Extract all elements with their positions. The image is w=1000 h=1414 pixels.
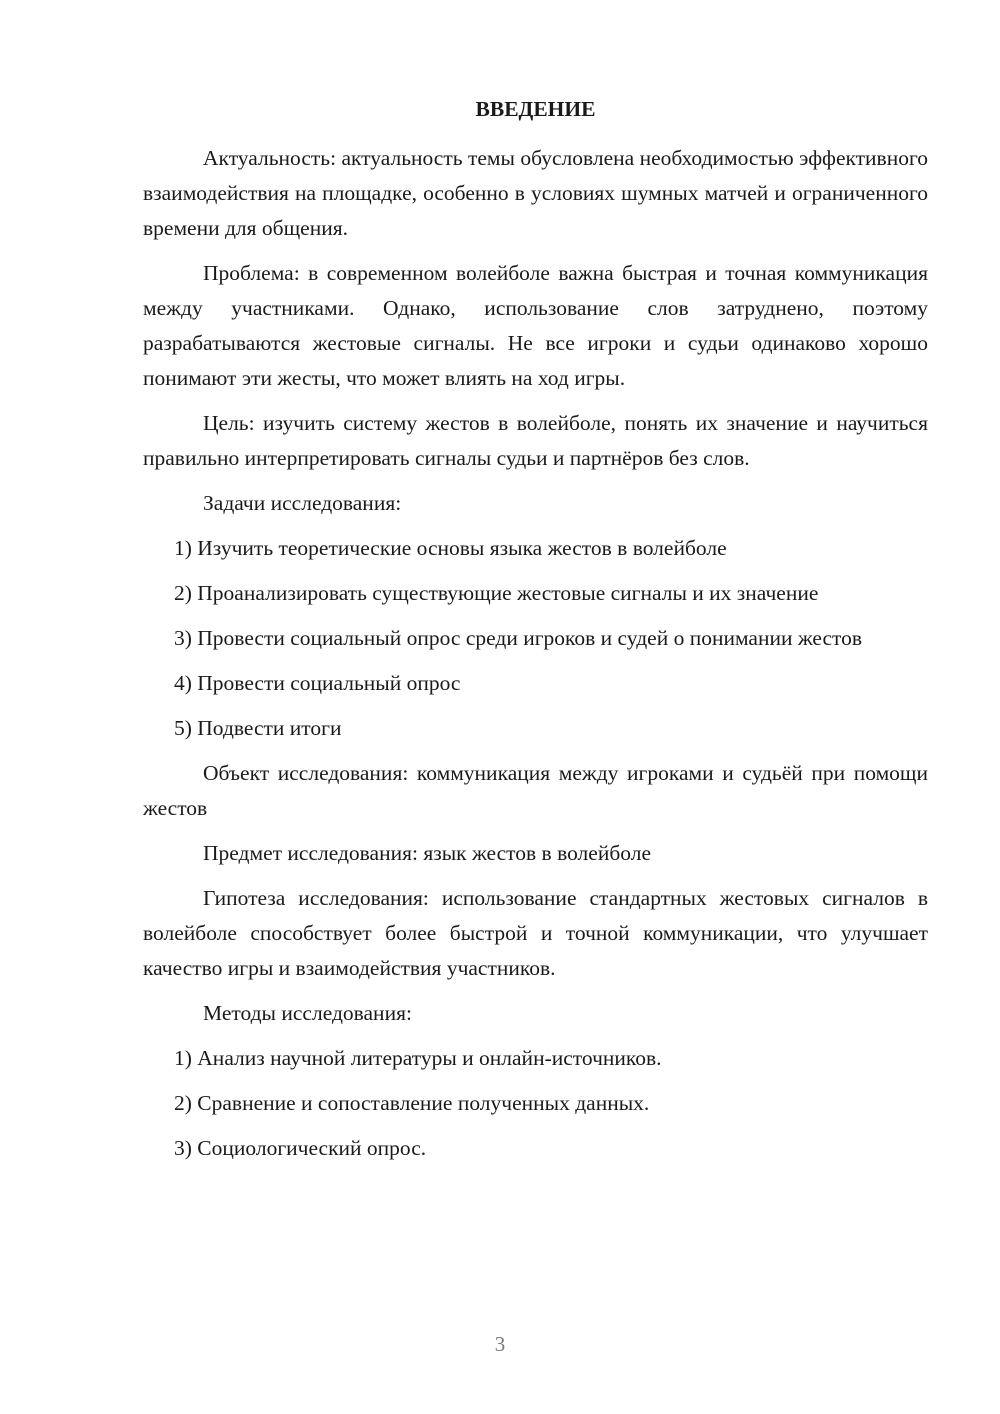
- problem-paragraph: Проблема: в современном волейболе важна быстрая и точная коммуникация между участниками. Однако, использование слов затруднено, поэтому разрабатываются жестовые сигналы. Не все игроки и судьи одинаково хорошо понимают эти жесты, что может влиять на ход игры.: [143, 261, 928, 390]
- object-paragraph: Объект исследования: коммуникация между игроками и судьёй при помощи жестов: [143, 761, 928, 820]
- subject-paragraph: Предмет исследования: язык жестов в волейболе: [203, 841, 652, 865]
- methods-heading: Методы исследования:: [203, 1001, 412, 1025]
- task-item: 5) Подвести итоги: [174, 716, 342, 740]
- task-item: 1) Изучить теоретические основы языка жестов в волейболе: [174, 536, 727, 560]
- tasks-heading: Задачи исследования:: [203, 491, 402, 515]
- task-item: 4) Провести социальный опрос: [174, 671, 461, 695]
- method-item: 2) Сравнение и сопоставление полученных данных.: [174, 1091, 650, 1115]
- method-item: 1) Анализ научной литературы и онлайн-источников.: [174, 1046, 662, 1070]
- page-number: 3: [494, 1332, 506, 1356]
- task-item: 3) Провести социальный опрос среди игроков и судей о понимании жестов: [174, 626, 863, 650]
- task-item: 2) Проанализировать существующие жестовые сигналы и их значение: [174, 581, 819, 605]
- goal-paragraph: Цель: изучить систему жестов в волейболе, понять их значение и научиться правильно интерпретировать сигналы судьи и партнёров без слов.: [143, 411, 928, 470]
- method-item: 3) Социологический опрос.: [174, 1136, 427, 1160]
- page-title: ВВЕДЕНИЕ: [475, 97, 596, 121]
- hypothesis-paragraph: Гипотеза исследования: использование стандартных жестовых сигналов в волейболе способствует более быстрой и точной коммуникации, что улучшает качество игры и взаимодействия участников.: [143, 886, 928, 980]
- document-page: [143, 92, 928, 1176]
- relevance-paragraph: Актуальность: актуальность темы обусловлена необходимостью эффективного взаимодействия на площадке, особенно в условиях шумных матчей и ограниченного времени для общения.: [143, 146, 928, 240]
